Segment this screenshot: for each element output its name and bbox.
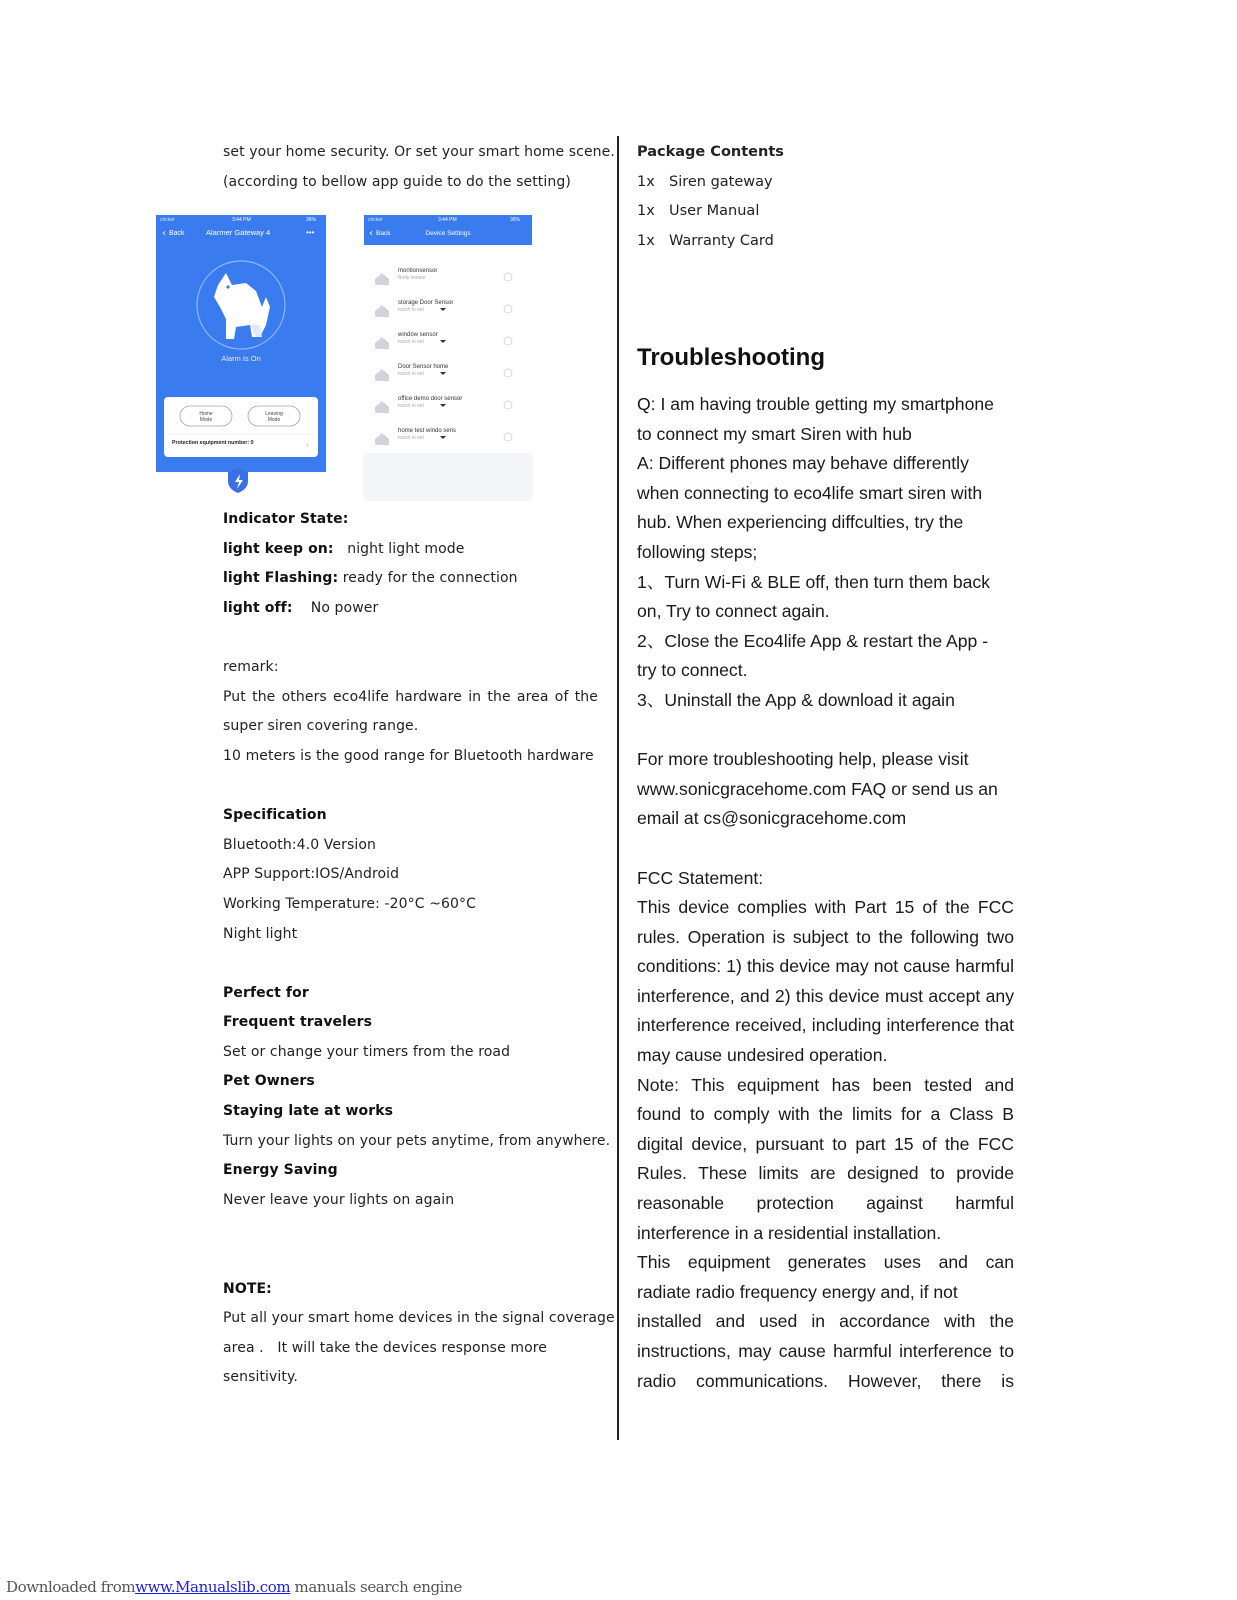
svg-text:office demo door sensor: office demo door sensor: [398, 396, 463, 402]
step-line: 2、Close the Eco4life App & restart the App -: [637, 630, 989, 651]
status-time: 3:44 PM: [232, 217, 251, 223]
protection-count: Protection equipment number: 0: [172, 440, 254, 446]
fcc-paragraph: This device complies with Part 15 of the FCC rules. Operation is subject to the following two conditions: 1) this device may not cause harmful interference, and 2) this device must accept any interference received, including interference that may cause undesired operation.: [637, 897, 1014, 1066]
alarm-status: Alarm Is On: [221, 354, 261, 363]
device-settings-screen: [364, 215, 532, 501]
help-line: www.sonicgracehome.com FAQ or send us an: [637, 778, 998, 799]
chevron-right-icon[interactable]: ›: [306, 441, 309, 449]
svg-text:touch to set: touch to set: [398, 403, 424, 409]
svg-text:touch to set: touch to set: [398, 307, 424, 313]
answer-line: when connecting to eco4life smart siren with: [637, 482, 983, 503]
answer-line: following steps;: [637, 541, 758, 562]
status-carrier: cricket: [160, 217, 175, 223]
package-item: 1x Warranty Card: [637, 232, 774, 249]
help-line: For more troubleshooting help, please visit: [637, 749, 969, 770]
question-line: Q: I am having trouble getting my smartphone: [637, 394, 994, 414]
indicator-heading: Indicator State:: [223, 511, 349, 528]
spec-item: Bluetooth:4.0 Version: [223, 836, 376, 853]
troubleshooting-title: Troubleshooting: [637, 344, 825, 371]
note-heading: NOTE:: [223, 1280, 272, 1297]
indicator-row: light Flashing: ready for the connection: [223, 570, 518, 587]
indicator-row: light off: No power: [223, 599, 379, 616]
device-list-bg: [364, 245, 532, 453]
step-line: on, Try to connect again.: [637, 601, 830, 622]
remark-text: Put the others eco4life hardware in the area of the super siren covering range.: [223, 688, 598, 735]
column-divider: [617, 136, 619, 1440]
perfect-heading: Perfect for: [223, 984, 309, 1001]
device-settings-title: Device Settings: [425, 230, 471, 237]
step-line: 3、Uninstall the App & download it again: [637, 689, 955, 710]
svg-text:montionsensor: montionsensor: [398, 268, 438, 274]
download-footer: [6, 1578, 462, 1596]
home-mode-label: Home: [199, 411, 213, 417]
svg-text:Body sensor: Body sensor: [398, 275, 426, 281]
leaving-mode-label-2: Mode: [267, 417, 281, 423]
svg-text:window sensor: window sensor: [398, 332, 438, 338]
back-chevron-icon[interactable]: ‹: [162, 228, 166, 239]
more-icon[interactable]: •••: [306, 228, 315, 237]
status-carrier: cricket: [368, 217, 383, 223]
package-item: 1x Siren gateway: [637, 173, 773, 190]
spec-item: Working Temperature: -20°C ~60°C: [223, 895, 477, 912]
perfect-subheading: Frequent travelers: [223, 1014, 373, 1031]
fcc-paragraph-line: This equipment generates uses and can: [637, 1252, 1014, 1273]
package-heading: Package Contents: [637, 144, 784, 160]
perfect-subheading: Pet Owners: [223, 1073, 315, 1090]
intro-line: (according to bellow app guide to do the setting): [223, 173, 571, 190]
spec-item: APP Support:IOS/Android: [223, 866, 400, 883]
note-line: sensitivity.: [223, 1369, 298, 1386]
perfect-text: Turn your lights on your pets anytime, from anywhere.: [223, 1132, 611, 1149]
svg-text:Door Sensor home: Door Sensor home: [398, 364, 449, 370]
svg-text:storage Door Sensor: storage Door Sensor: [398, 300, 454, 306]
back-button[interactable]: Back: [376, 230, 391, 237]
package-item: 1x User Manual: [637, 203, 760, 219]
app-screenshots: [156, 215, 546, 511]
answer-line: hub. When experiencing diffculties, try the: [637, 512, 964, 533]
perfect-text: Never leave your lights on again: [223, 1191, 455, 1208]
right-column: [637, 138, 1014, 1396]
spec-heading: Specification: [223, 807, 327, 824]
step-line: try to connect.: [637, 660, 748, 681]
svg-text:touch to set: touch to set: [398, 371, 424, 377]
svg-text:touch to set: touch to set: [398, 435, 424, 441]
perfect-subheading: Energy Saving: [223, 1162, 338, 1179]
home-mode-label-2: Mode: [199, 417, 213, 423]
manualslib-link[interactable]: www.Manualslib.com: [135, 1578, 291, 1596]
fcc-heading: FCC Statement:: [637, 867, 764, 888]
step-line: 1、Turn Wi-Fi & BLE off, then turn them back: [637, 571, 990, 592]
shield-icon[interactable]: [228, 468, 248, 493]
question-line: to connect my smart Siren with hub: [637, 423, 912, 444]
note-line: Put all your smart home devices in the signal coverage: [223, 1310, 615, 1327]
status-time: 3:44 PM: [438, 217, 457, 223]
help-line: email at cs@sonicgracehome.com: [637, 808, 907, 829]
svg-text:touch to set: touch to set: [398, 339, 424, 345]
gateway-title: Alarmer Gateway 4: [206, 228, 271, 237]
leaving-mode-label: Leaving: [265, 411, 283, 417]
perfect-subheading: Staying late at works: [223, 1103, 394, 1120]
fcc-paragraph-line: radiate radio frequency energy and, if not: [637, 1281, 958, 1302]
footer-suffix: manuals search engine: [290, 1578, 462, 1596]
back-button[interactable]: Back: [169, 230, 185, 237]
remark-heading: remark:: [223, 659, 279, 676]
fcc-paragraph: installed and used in accordance with the instructions, may cause harmful interference to radio communications. However, there is: [637, 1311, 1014, 1391]
svg-text:home test windo sens: home test windo sens: [398, 428, 457, 434]
spec-item: Night light: [223, 925, 298, 942]
perfect-text: Set or change your timers from the road: [223, 1043, 511, 1060]
indicator-row: light keep on: night light mode: [223, 540, 465, 557]
intro-line: set your home security. Or set your smart home scene.: [223, 144, 615, 160]
status-battery: 36%: [306, 217, 317, 223]
answer-line: A: Different phones may behave differently: [637, 453, 969, 474]
gateway-screen: [156, 215, 326, 493]
remark-range: 10 meters is the good range for Bluetooth hardware: [223, 747, 594, 764]
back-chevron-icon[interactable]: ‹: [369, 228, 373, 239]
status-battery: 36%: [510, 217, 521, 223]
fcc-paragraph: Note: This equipment has been tested and found to comply with the limits for a Class B digital device, pursuant to part 15 of the FCC Rules. These limits are designed to provide reasonable protection against harmful interference in a residential installation.: [637, 1074, 1014, 1243]
footer-prefix: Downloaded from: [6, 1578, 136, 1596]
note-line: area . It will take the devices response more: [223, 1339, 548, 1356]
